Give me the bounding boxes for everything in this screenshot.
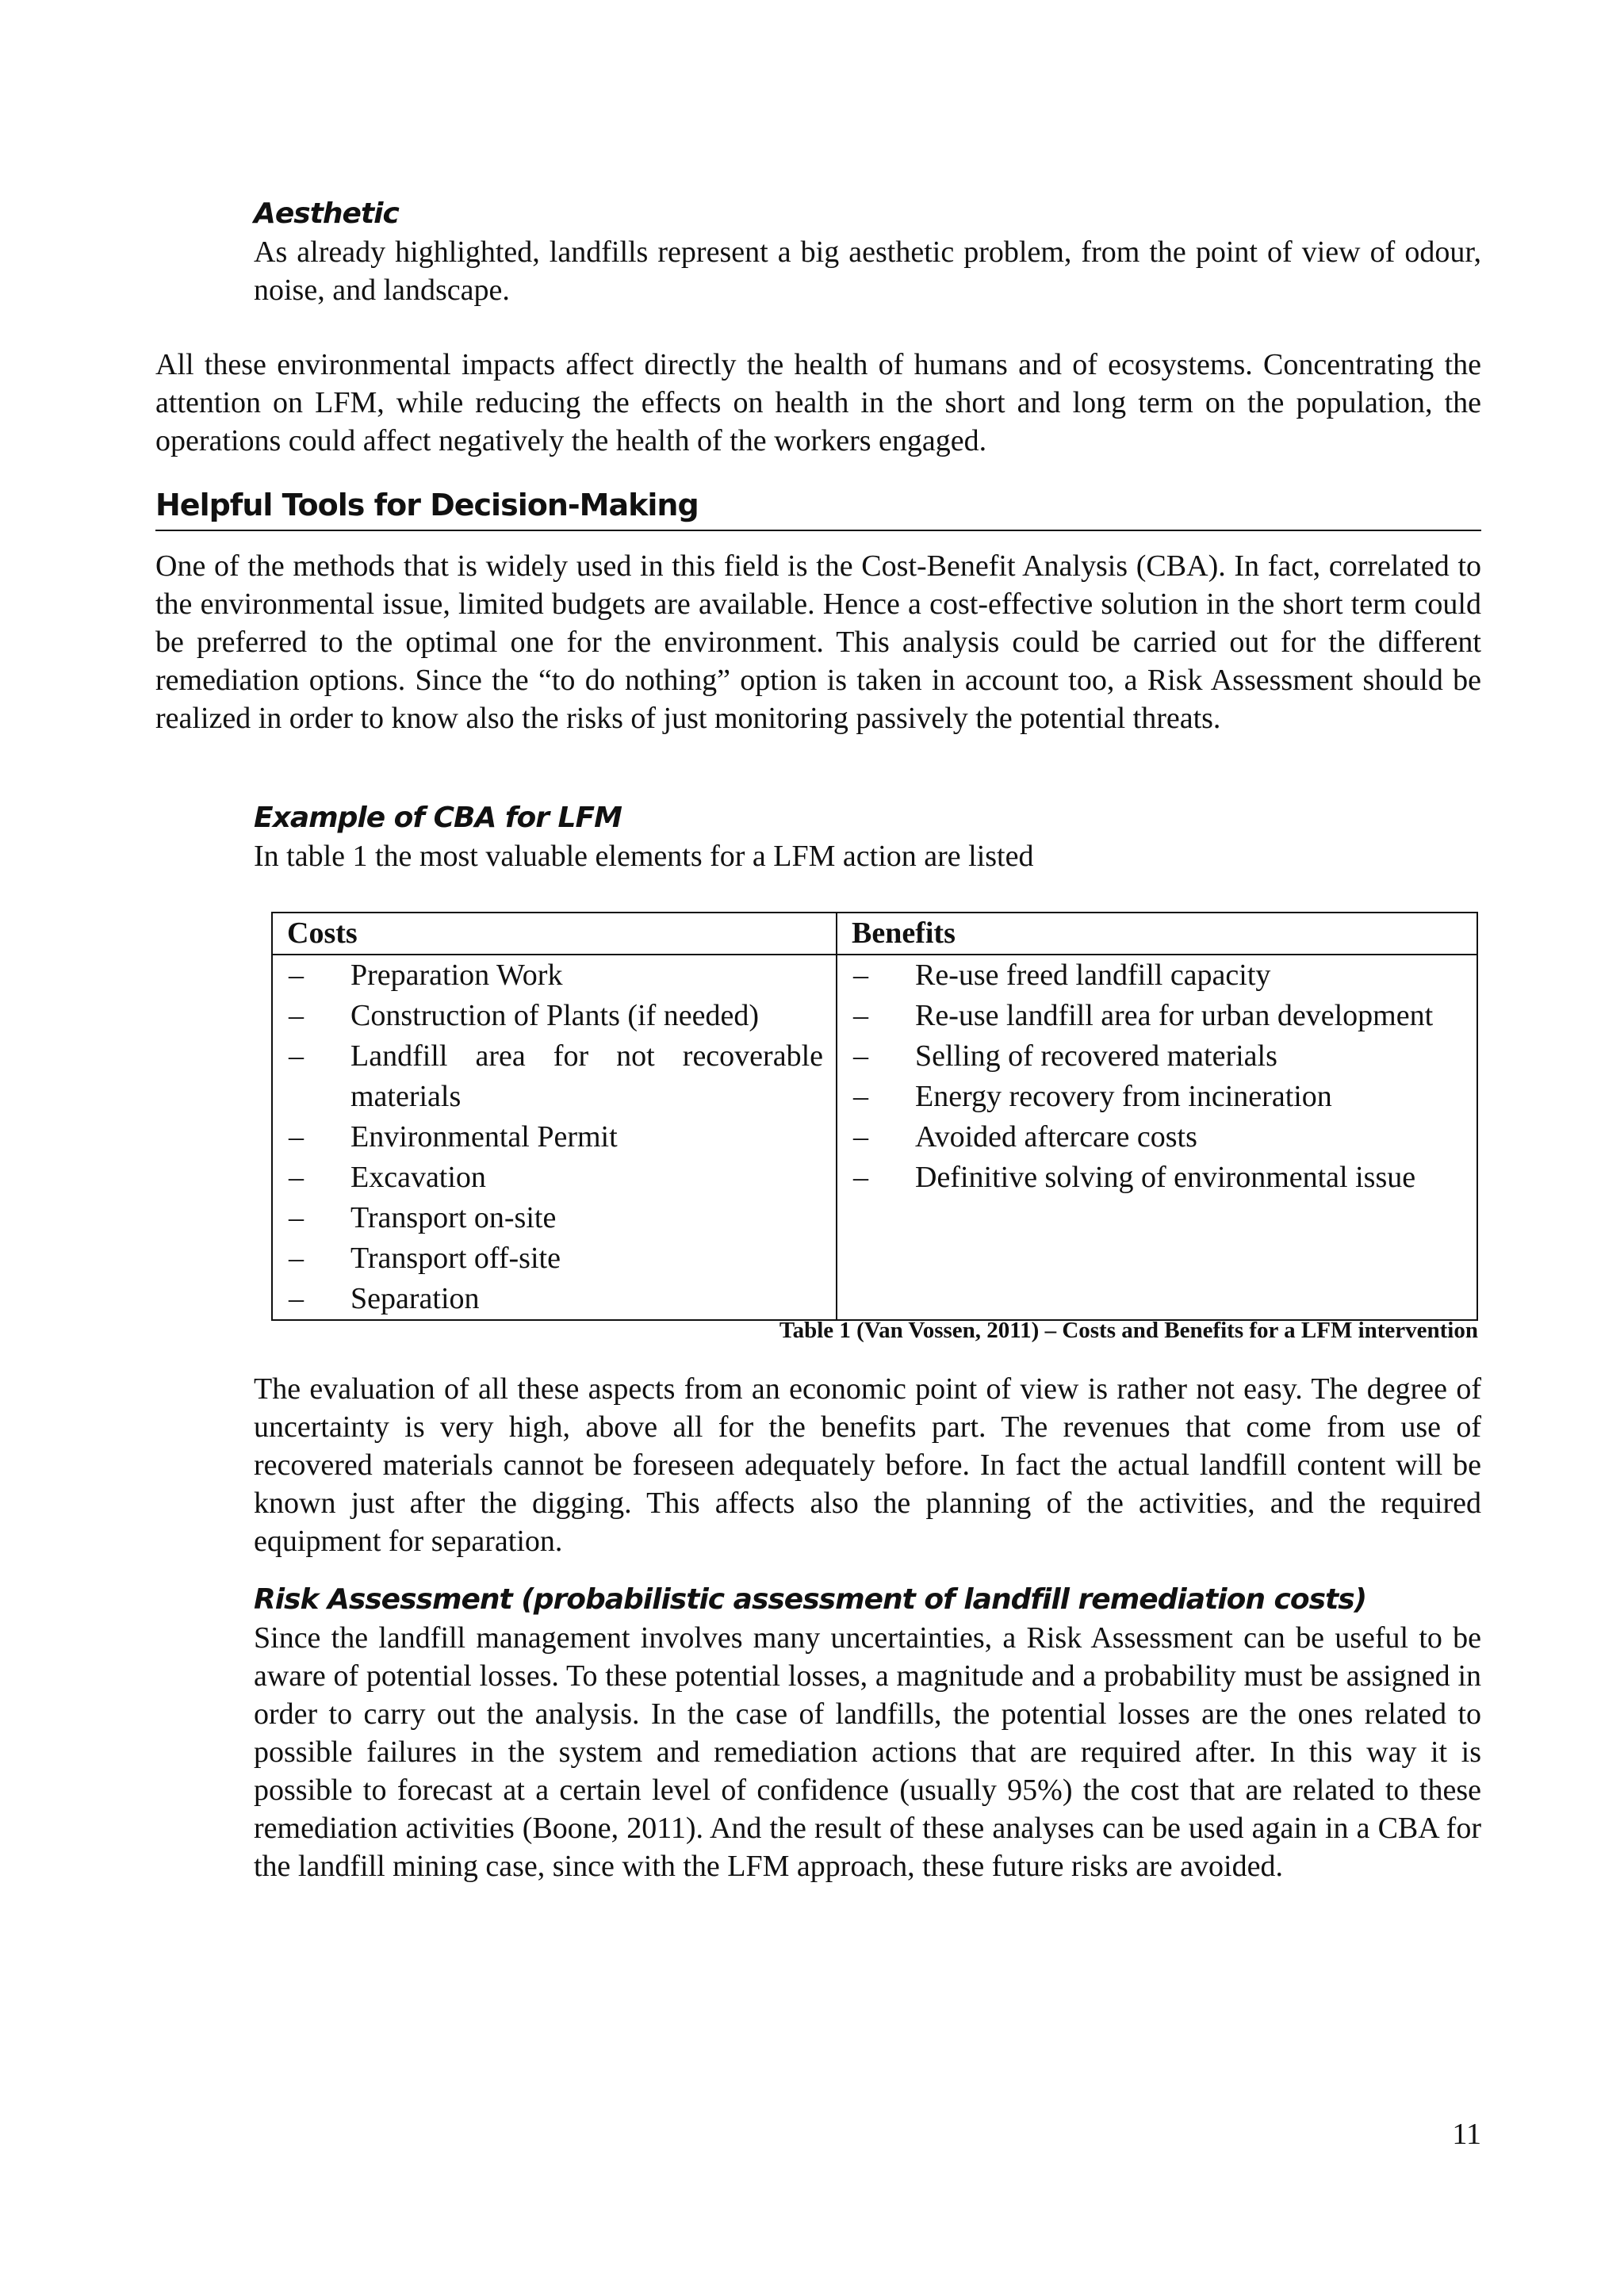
section-heading: Helpful Tools for Decision-Making xyxy=(155,485,1481,531)
costs-header: Costs xyxy=(272,913,837,955)
list-item: – Transport on-site xyxy=(273,1198,836,1238)
costs-list xyxy=(273,955,836,1319)
list-item: – Re-use landfill area for urban development xyxy=(837,996,1477,1036)
table-row xyxy=(272,955,1477,1320)
risk-text: Since the landfill management involves many uncertainties, a Risk Assessment can be useful to be aware of potential losses. To these potential losses, a magnitude and a probability must be assigned in order to carry out the analysis. In the case of landfills, the potential losses are the ones related to possible failures in the system and remediation actions that are required after. In this way it is possible to forecast at a certain level of confidence (usually 95%) the cost that are related to these remediation activities (Boone, 2011). And the result of these analyses can be used again in a CBA for the landfill mining case, since with the LFM approach, these future risks are avoided. xyxy=(254,1621,1481,1883)
example-intro: In table 1 the most valuable elements for a LFM action are listed xyxy=(254,840,1034,873)
list-item: – Environmental Permit xyxy=(273,1117,836,1158)
cba-paragraph: One of the methods that is widely used in this field is the Cost-Benefit Analysis (CBA). In fact, correlated to the environmental issue, limited budgets are available. Hence a cost-effective solution in the short term could be preferred to the optimal one for the environment. This analysis could be carried out for the different remediation options. Since the “to do nothing” option is taken in account too, a Risk Assessment should be realized in order to know also the risks of just monitoring passively the potential threats. xyxy=(155,549,1481,735)
list-item: – Energy recovery from incineration xyxy=(837,1077,1477,1117)
list-item: – Selling of recovered materials xyxy=(837,1036,1477,1077)
list-item: – Landfill area for not recoverable materials xyxy=(273,1036,836,1117)
aesthetic-section xyxy=(254,195,1481,309)
benefits-list xyxy=(837,955,1477,1198)
aesthetic-heading: Aesthetic xyxy=(254,197,399,230)
list-item: – Excavation xyxy=(273,1158,836,1198)
list-item: – Avoided aftercare costs xyxy=(837,1117,1477,1158)
risk-section xyxy=(254,1581,1481,1885)
risk-heading: Risk Assessment (probabilistic assessment of landfill remediation costs) xyxy=(254,1583,1367,1616)
costs-benefits-table xyxy=(271,912,1478,1321)
list-item: – Preparation Work xyxy=(273,955,836,996)
list-item: – Construction of Plants (if needed) xyxy=(273,996,836,1036)
costs-cell xyxy=(272,955,837,1320)
list-item: – Transport off-site xyxy=(273,1238,836,1279)
benefits-cell xyxy=(837,955,1477,1320)
example-section xyxy=(254,799,1481,875)
list-item: – Definitive solving of environmental issue xyxy=(837,1158,1477,1198)
benefits-header: Benefits xyxy=(837,913,1477,955)
aesthetic-text: As already highlighted, landfills represent a big aesthetic problem, from the point of view of odour, noise, and landscape. xyxy=(254,235,1481,307)
page-number: 11 xyxy=(1452,2118,1481,2151)
evaluation-paragraph: The evaluation of all these aspects from an economic point of view is rather not easy. The degree of uncertainty is very high, above all for the benefits part. The revenues that come from use of recovered materials cannot be foreseen adequately before. In fact the actual landfill content will be known just after the digging. This affects also the planning of the activities, and the required equipment for separation. xyxy=(254,1372,1481,1558)
list-item: – Separation xyxy=(273,1279,836,1319)
table-header-row xyxy=(272,913,1477,955)
table-caption: Table 1 (Van Vossen, 2011) – Costs and Benefits for a LFM intervention xyxy=(779,1318,1478,1343)
impacts-paragraph: All these environmental impacts affect directly the health of humans and of ecosystems. Concentrating the attention on LFM, while reducing the effects on health in the short and long term on the population, the operations could affect negatively the health of the workers engaged. xyxy=(155,348,1481,457)
example-heading: Example of CBA for LFM xyxy=(254,802,622,834)
list-item: – Re-use freed landfill capacity xyxy=(837,955,1477,996)
